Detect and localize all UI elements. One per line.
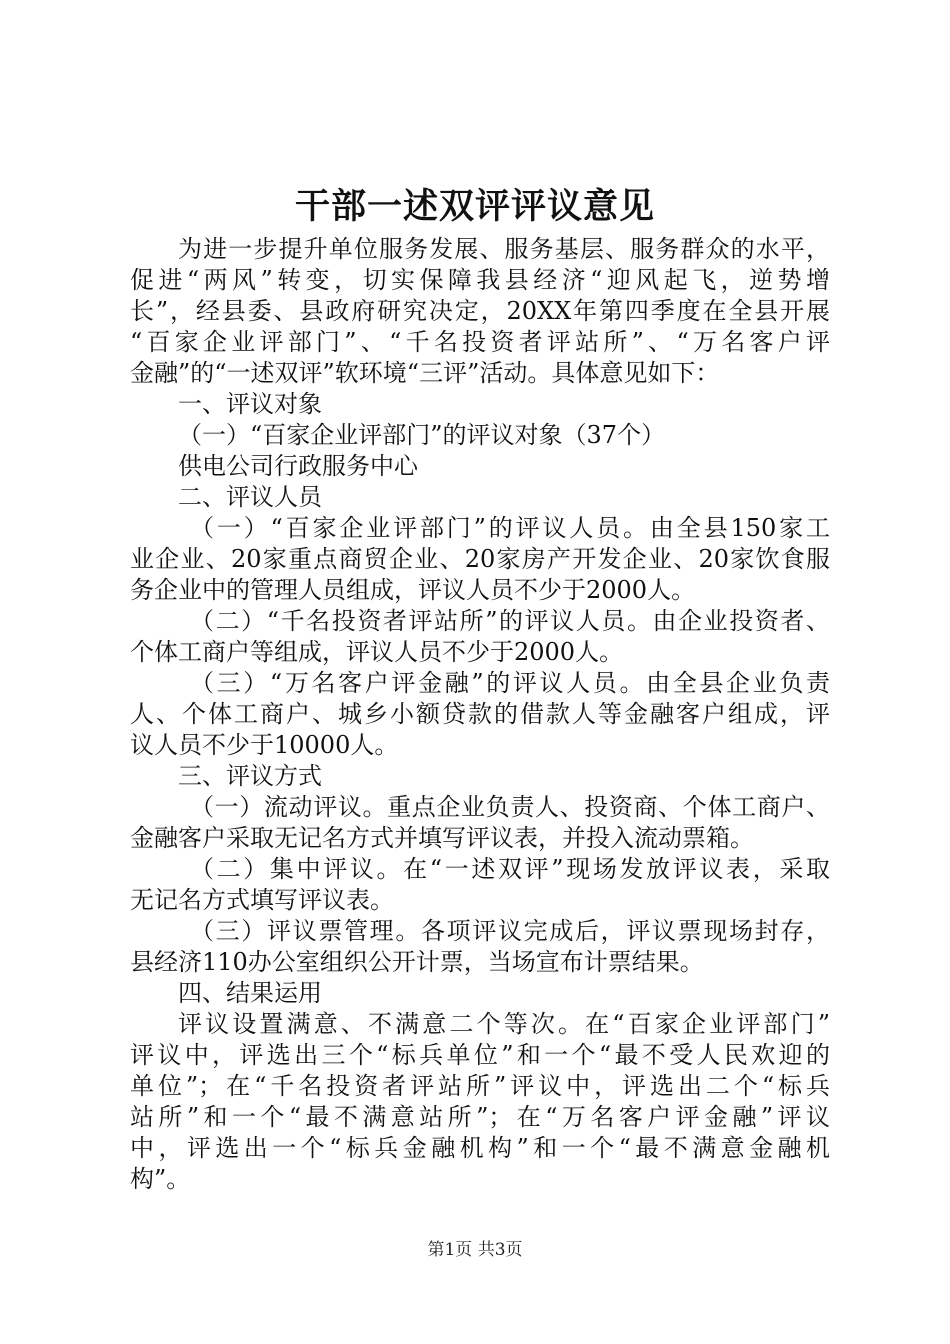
page-footer: 第1页 共3页 xyxy=(427,1240,523,1260)
paragraph-line: 促进“两风”转变，切实保障我县经济“迎风起飞，逆势增 xyxy=(130,266,830,294)
paragraph-line: 单位”；在“千名投资者评站所”评议中，评选出二个“标兵 xyxy=(130,1072,830,1100)
paragraph-line: 县经济110办公室组织公开计票，当场宣布计票结果。 xyxy=(130,948,704,976)
paragraph-line: 金融客户采取无记名方式并填写评议表，并投入流动票箱。 xyxy=(130,824,754,852)
paragraph-line: 议人员不少于10000人。 xyxy=(130,731,399,759)
paragraph-line: 无记名方式填写评议表。 xyxy=(130,886,394,914)
paragraph-line: 供电公司行政服务中心 xyxy=(178,452,418,480)
paragraph-line: 业企业、20家重点商贸企业、20家房产开发企业、20家饮食服 xyxy=(130,545,830,573)
paragraph-line: （三）评议票管理。各项评议完成后，评议票现场封存， xyxy=(190,917,830,945)
document-title: 干部一述双评评议意见 xyxy=(294,186,655,227)
paragraph-line: （二）“千名投资者评站所”的评议人员。由企业投资者、 xyxy=(190,607,830,635)
paragraph-line: 长”，经县委、县政府研究决定，20XX年第四季度在全县开展 xyxy=(130,297,830,325)
paragraph-line: （二）集中评议。在“一述双评”现场发放评议表，采取 xyxy=(190,855,830,883)
document-body xyxy=(130,234,830,1195)
paragraph-line: 为进一步提升单位服务发展、服务基层、服务群众的水平， xyxy=(178,235,830,263)
paragraph-line: 个体工商户等组成，评议人员不少于2000人。 xyxy=(130,638,624,666)
paragraph-line: 务企业中的管理人员组成，评议人员不少于2000人。 xyxy=(130,576,696,604)
section-heading: 二、评议人员 xyxy=(178,483,322,511)
subsection-heading: （一）“百家企业评部门”的评议对象（37个） xyxy=(178,421,666,449)
paragraph-line: 评议中，评选出三个“标兵单位”和一个“最不受人民欢迎的 xyxy=(130,1041,830,1069)
section-heading: 三、评议方式 xyxy=(178,762,322,790)
paragraph-line: （一）流动评议。重点企业负责人、投资商、个体工商户、 xyxy=(190,793,830,821)
paragraph-line: （三）“万名客户评金融”的评议人员。由全县企业负责 xyxy=(190,669,830,697)
paragraph-line: 金融”的“一述双评”软环境“三评”活动。具体意见如下： xyxy=(130,359,720,387)
paragraph-line: （一）“百家企业评部门”的评议人员。由全县150家工 xyxy=(190,514,830,542)
paragraph-line: 构”。 xyxy=(130,1165,191,1193)
section-heading: 四、结果运用 xyxy=(178,979,322,1007)
paragraph-line: 人、个体工商户、城乡小额贷款的借款人等金融客户组成，评 xyxy=(130,700,830,728)
section-heading: 一、评议对象 xyxy=(178,390,322,418)
paragraph-line: 中，评选出一个“标兵金融机构”和一个“最不满意金融机 xyxy=(130,1134,830,1162)
paragraph-line: “百家企业评部门”、“千名投资者评站所”、“万名客户评 xyxy=(130,328,830,356)
paragraph-line: 站所”和一个“最不满意站所”；在“万名客户评金融”评议 xyxy=(130,1103,830,1131)
paragraph-line: 评议设置满意、不满意二个等次。在“百家企业评部门” xyxy=(178,1010,830,1038)
